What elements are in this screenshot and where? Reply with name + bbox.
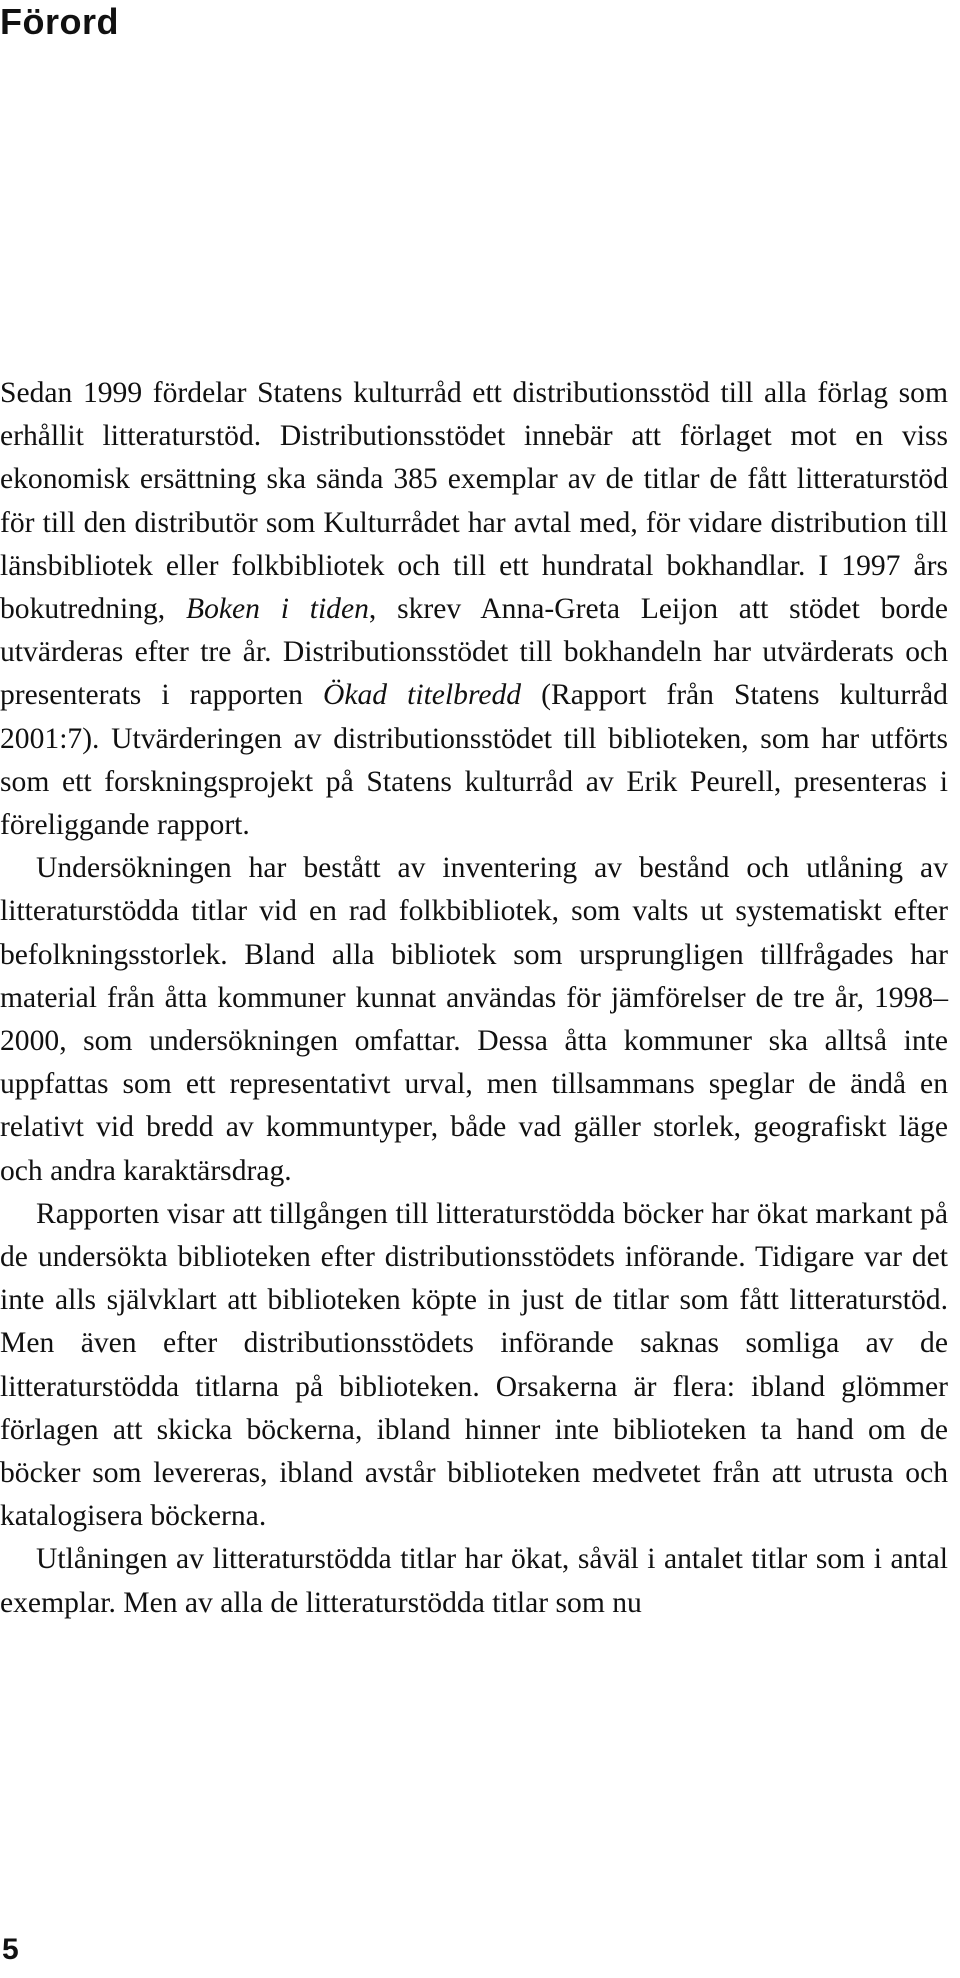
report-title: Ökad titelbredd [323,679,522,712]
paragraph-4: Utlåningen av litteraturstödda titlar har ökat, såväl i antalet titlar som i antal exemplar. Men av alla de litteraturstödda titlar som nu [0,1543,948,1619]
page-title: Förord [0,1,119,42]
body-text [0,372,948,1625]
paragraph-text: (Rapport från Statens kulturråd 2001:7). Utvärderingen av distributionsstödet till biblioteken, som har utförts som ett forskningsprojekt på Statens kulturråd av Erik Peurell, presenteras i föreliggande rapport. [0,679,948,842]
paragraph-2: Undersökningen har bestått av inventering av bestånd och utlåning av litteraturstödda titlar vid en rad folkbibliotek, som valts ut systematiskt efter befolkningsstorlek. Bland alla bibliotek som ursprungligen tillfrågades har material från åtta kommuner kunnat användas för jämförelser de tre år, 1998–2000, som undersökningen omfattar. Dessa åtta kommuner ska alltså inte uppfattas som ett representativt urval, men tillsammans speglar de ändå en relativt vid bredd av kommuntyper, både vad gäller storlek, geografiskt läge och andra karaktärsdrag. [0,852,948,1187]
paragraph-3: Rapporten visar att tillgången till litteraturstödda böcker har ökat markant på de undersökta biblioteken efter distributionsstödets införande. Tidigare var det inte alls självklart att biblioteken köpte in just de titlar som fått litteraturstöd. Men även efter distributionsstödets införande saknas somliga av de litteraturstödda titlarna på biblioteken. Orsakerna är flera: ibland glömmer förlagen att skicka böckerna, ibland hinner inte biblioteken ta hand om de böcker som levereras, ibland avstår biblioteken medvetet från att utrusta och katalogisera böckerna. [0,1197,948,1533]
paragraph-text: , skrev Anna-Greta Leijon att stödet borde utvärderas efter tre år. Distributionsstödet till bokhandeln har utvärderats och presenterats i rapporten [0,593,948,712]
paragraph-text: Sedan 1999 fördelar Statens kulturråd ett distributionsstöd till alla förlag som erhållit litteraturstöd. Distributionsstödet innebär att förlaget mot en viss ekonomisk ersättning ska sända 385 exemplar av de titlar de fått litteraturstöd för till den distributör som Kulturrådet har avtal med, för vidare distribution till länsbibliotek eller folkbibliotek och till ett hundratal bokhandlar. I 1997 års bokutredning, [0,377,948,626]
paragraph-1 [0,372,948,847]
book-title: Boken i tiden [186,593,369,626]
page-number: 5 [2,1933,19,1966]
